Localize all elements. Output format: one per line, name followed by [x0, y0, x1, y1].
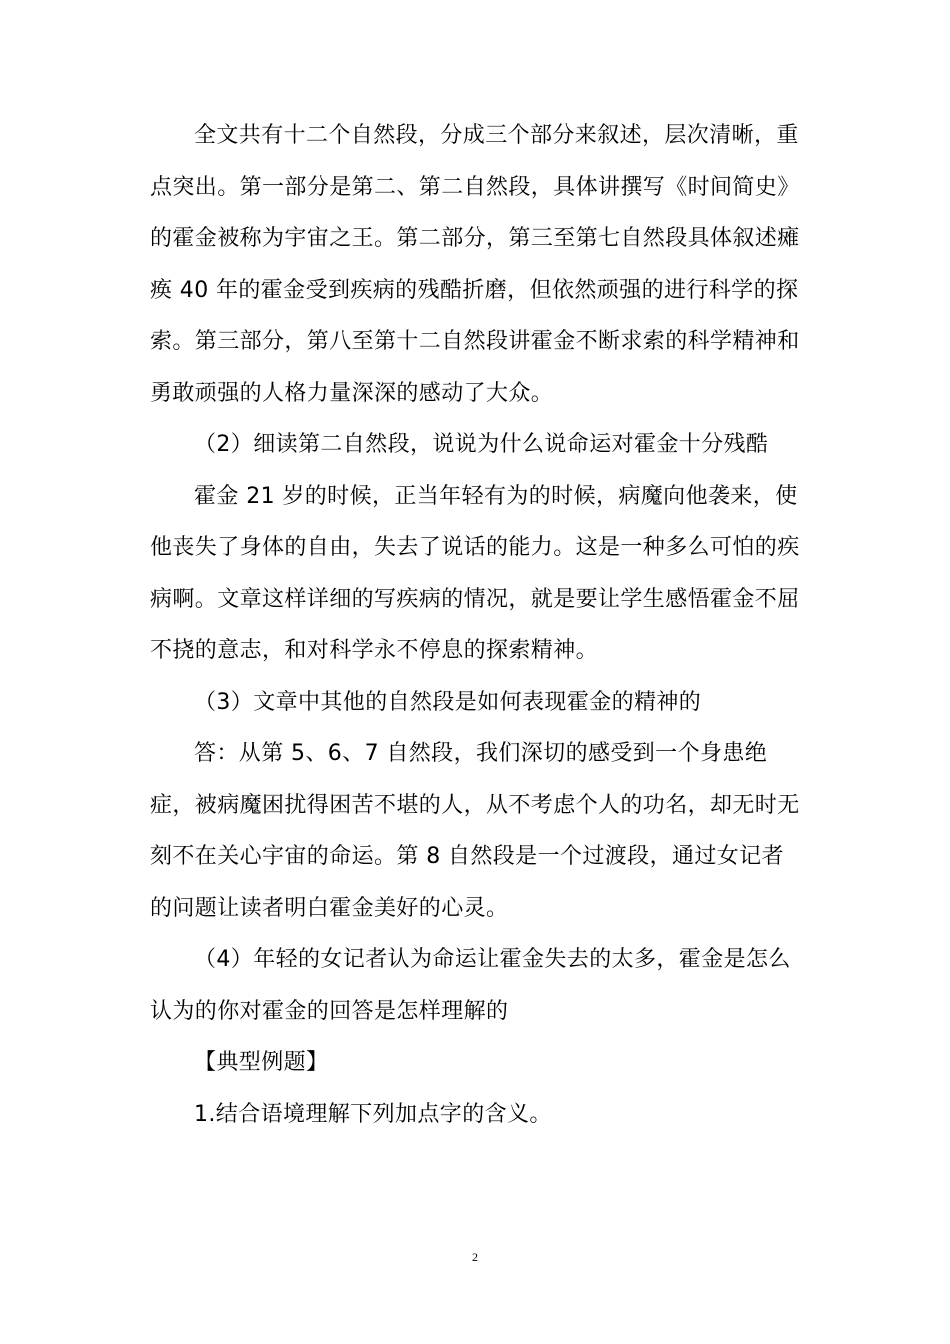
paragraph-structure-summary: 全文共有十二个自然段，分成三个部分来叙述，层次清晰，重点突出。第一部分是第二、第二自然段，具体讲撰写《时间简史》的霍金被称为宇宙之王。第二部分，第三至第七自然段具体叙述瘫痪 40 年的霍金受到疾病的残酷折磨，但依然顽强的进行科学的探索。第三部分，第八至第十二自然段讲霍金不断求索的科学精神和勇敢顽强的人格力量深深的感动了大众。 [150, 123, 800, 406]
question-4: （4）年轻的女记者认为命运让霍金失去的太多，霍金是怎么认为的你对霍金的回答是怎样理解的 [150, 947, 791, 1024]
page-number: 2 [472, 1250, 478, 1264]
answer-2: 霍金 21 岁的时候，正当年轻有为的时候，病魔向他袭来，使他丧失了身体的自由，失去了说话的能力。这是一种多么可怕的疾病啊。文章这样详细的写疾病的情况，就是要让学生感悟霍金不屈不挠的意志，和对科学永不停息的探索精神。 [150, 483, 800, 663]
exercise-1: 1.结合语境理解下列加点字的含义。 [194, 1101, 552, 1127]
question-2: （2）细读第二自然段，说说为什么说命运对霍金十分残酷 [194, 432, 769, 457]
section-heading-typical-examples: 【典型例题】 [194, 1050, 329, 1075]
body-text [150, 110, 802, 1140]
question-3: （3）文章中其他的自然段是如何表现霍金的精神的 [194, 689, 702, 715]
answer-3: 答：从第 5、6、7 自然段，我们深切的感受到一个身患绝症，被病魔困扰得困苦不堪的人，从不考虑个人的功名，却无时无刻不在关心宇宙的命运。第 8 自然段是一个过渡段，通过女记者的问题让读者明白霍金美好的心灵。 [150, 741, 800, 921]
